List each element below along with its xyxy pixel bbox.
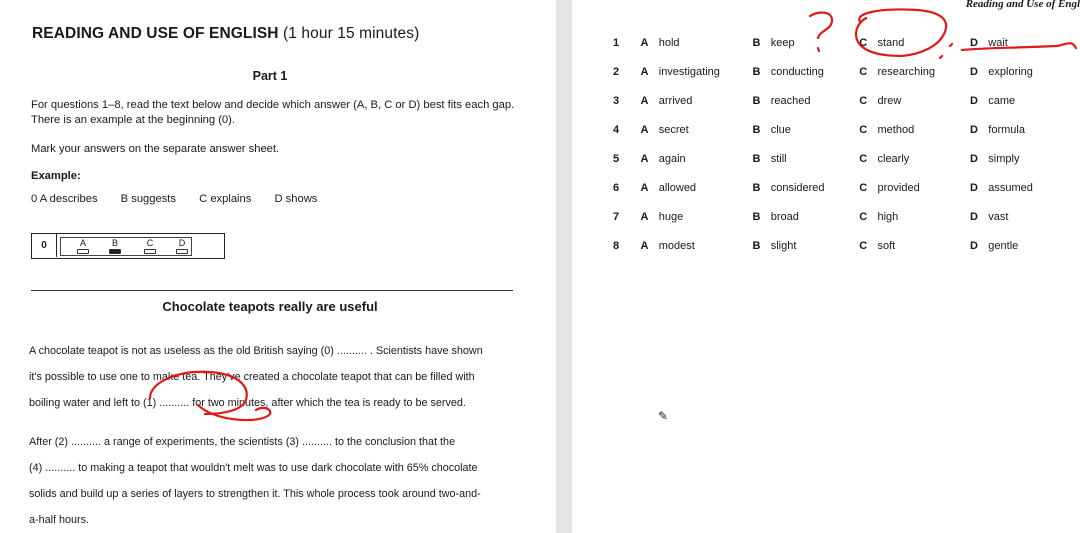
paragraph-1 (29, 344, 514, 422)
option-letter: D (970, 124, 978, 136)
option-letter: C (859, 182, 868, 194)
option-word: exploring (988, 66, 1033, 78)
question-number: 6 (613, 182, 620, 194)
example-label: Example: (31, 170, 81, 182)
example-option: 0 A describes (31, 193, 98, 205)
option-letter: C (859, 240, 868, 252)
divider (31, 290, 513, 291)
option-letter: B (752, 211, 761, 223)
option-letter: C (859, 211, 868, 223)
option-letter: D (970, 211, 978, 223)
option-word: wait (988, 37, 1008, 49)
option-word: slight (770, 240, 797, 252)
option-word: came (988, 95, 1016, 107)
question-row (607, 66, 1080, 95)
option-letter: D (970, 66, 978, 78)
paragraph-2 (29, 435, 514, 533)
article-title: Chocolate teapots really are useful (162, 299, 378, 314)
question-row (607, 124, 1080, 153)
option-word: still (770, 153, 787, 165)
section-title-text: READING AND USE OF ENGLISH (32, 25, 279, 42)
text-line: A chocolate teapot is not as useless as the old British saying (0) .......... . Scientists have shown (29, 345, 483, 357)
option-word: clue (770, 124, 791, 136)
option-letter: D (970, 95, 978, 107)
option-word: vast (988, 211, 1009, 223)
answer-bubble (144, 249, 156, 254)
option-letter: A (640, 153, 649, 165)
option-word: formula (988, 124, 1025, 136)
option-letter: A (640, 37, 649, 49)
question-number: 2 (613, 66, 620, 78)
option-letter: B (752, 95, 761, 107)
running-head: Reading and Use of Engl (965, 0, 1080, 10)
option-word: considered (770, 182, 825, 194)
question-row (607, 37, 1080, 66)
answer-option-c (140, 238, 160, 254)
question-number: 4 (613, 124, 620, 136)
example-options (31, 193, 337, 205)
option-word: assumed (988, 182, 1033, 194)
option-word: drew (877, 95, 902, 107)
answer-option-d (172, 238, 192, 254)
section-duration: (1 hour 15 minutes) (283, 25, 420, 42)
answer-option-label: A (79, 238, 86, 248)
option-letter: B (752, 37, 761, 49)
option-word: secret (658, 124, 689, 136)
example-option: B suggests (120, 193, 177, 205)
option-word: reached (770, 95, 811, 107)
option-letter: B (752, 153, 761, 165)
options-table (607, 37, 1080, 269)
option-letter: B (752, 182, 761, 194)
section-title (32, 25, 419, 43)
mark-answers-note: Mark your answers on the separate answer sheet. (31, 143, 280, 155)
option-letter: C (859, 153, 868, 165)
text-line: a-half hours. (29, 514, 90, 526)
option-word: investigating (658, 66, 720, 78)
question-row (607, 95, 1080, 124)
option-letter: A (640, 211, 649, 223)
example-answer-box (31, 233, 225, 259)
text-line: After (2) .......... a range of experiments, the scientists (3) .......... to the conclusion that the (29, 436, 456, 448)
answer-option-label: C (146, 238, 154, 248)
answer-bubble (176, 249, 188, 254)
question-number: 5 (613, 153, 620, 165)
option-letter: D (970, 240, 978, 252)
option-word: hold (658, 37, 680, 49)
question-row (607, 153, 1080, 182)
option-word: stand (877, 37, 905, 49)
option-letter: D (970, 37, 978, 49)
pencil-cursor-icon: ✎ (658, 409, 669, 423)
option-letter: B (752, 240, 761, 252)
text-line: solids and build up a series of layers to strengthen it. This whole process took around two-and- (29, 488, 481, 500)
option-word: modest (658, 240, 695, 252)
option-word: clearly (877, 153, 910, 165)
answer-bubble (77, 249, 89, 254)
question-number: 7 (613, 211, 620, 223)
option-letter: A (640, 124, 649, 136)
option-letter: C (859, 66, 868, 78)
option-letter: C (859, 124, 868, 136)
answer-option-label: D (178, 238, 186, 248)
option-word: arrived (658, 95, 693, 107)
option-word: researching (877, 66, 935, 78)
question-row (607, 182, 1080, 211)
option-letter: D (970, 153, 978, 165)
answer-option-b (105, 238, 125, 254)
answer-box-number: 0 (32, 234, 57, 257)
answer-options (60, 237, 192, 256)
option-word: provided (877, 182, 920, 194)
option-word: simply (988, 153, 1020, 165)
option-letter: A (640, 182, 649, 194)
text-line: it's possible to use one to make tea. They've created a chocolate teapot that can be filled with (29, 371, 475, 383)
option-word: conducting (770, 66, 824, 78)
option-word: high (877, 211, 899, 223)
example-option: D shows (274, 193, 318, 205)
right-page (572, 0, 1080, 533)
question-row (607, 211, 1080, 240)
option-word: huge (658, 211, 684, 223)
question-number: 3 (613, 95, 620, 107)
option-word: allowed (658, 182, 697, 194)
option-word: broad (770, 211, 799, 223)
option-letter: B (752, 66, 761, 78)
option-word: soft (877, 240, 896, 252)
page-gap (556, 0, 572, 533)
text-line: (4) .......... to making a teapot that wouldn't melt was to use dark chocolate with 65% chocolate (29, 462, 478, 474)
option-word: again (658, 153, 686, 165)
text-line: boiling water and left to (1) .......... for two minutes, after which the tea is ready to be served. (29, 397, 466, 409)
option-word: method (877, 124, 915, 136)
option-word: gentle (988, 240, 1019, 252)
question-number: 8 (613, 240, 620, 252)
question-row (607, 240, 1080, 269)
option-letter: C (859, 95, 868, 107)
answer-option-label: B (111, 238, 118, 248)
example-option: C explains (199, 193, 252, 205)
option-word: keep (770, 37, 795, 49)
answer-option-a (73, 238, 93, 254)
option-letter: D (970, 182, 978, 194)
option-letter: A (640, 95, 649, 107)
option-letter: B (752, 124, 761, 136)
option-letter: A (640, 66, 649, 78)
option-letter: A (640, 240, 649, 252)
answer-bubble-selected (109, 249, 121, 254)
instructions: For questions 1–8, read the text below and decide which answer (A, B, C or D) best fits each gap. There is an example at the beginning (0). (31, 99, 515, 126)
question-number: 1 (613, 37, 620, 49)
part-heading: Part 1 (252, 69, 288, 83)
option-letter: C (859, 37, 868, 49)
